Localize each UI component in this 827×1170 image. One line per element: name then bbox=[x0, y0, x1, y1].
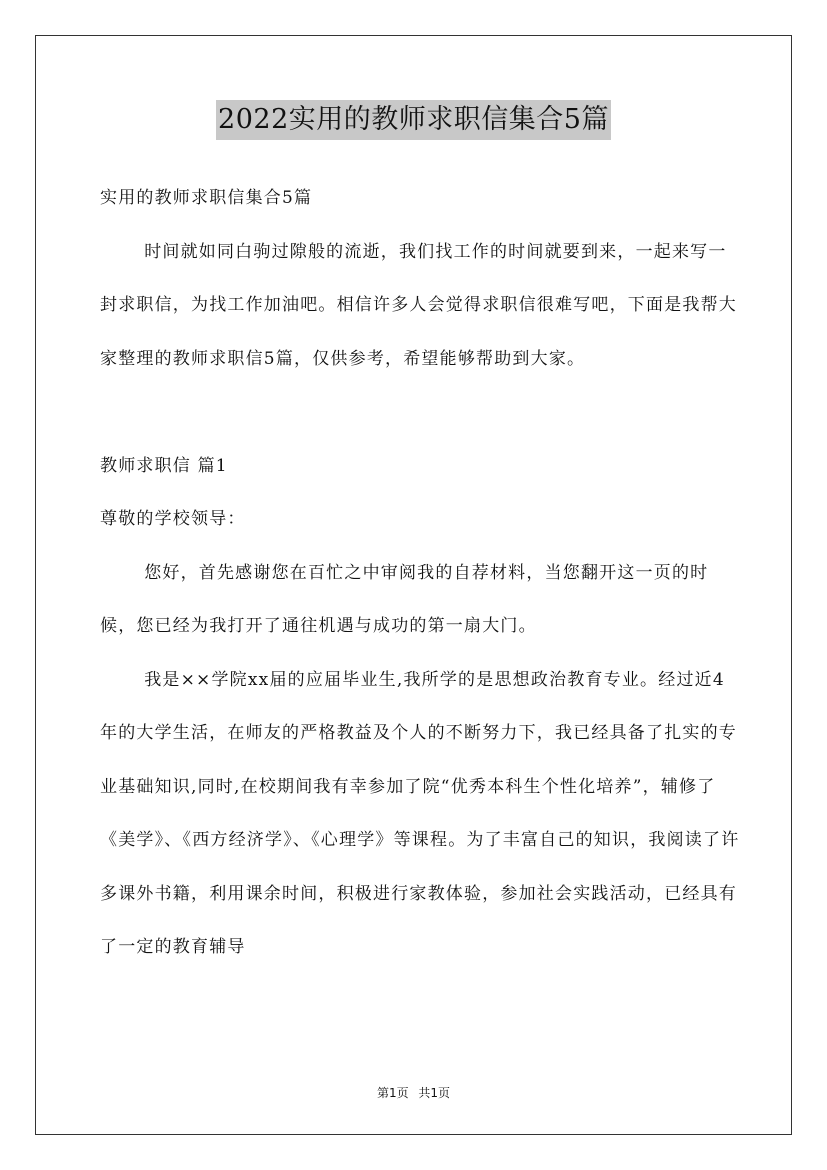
page-total: 共1页 bbox=[418, 1086, 451, 1100]
title-container bbox=[0, 100, 827, 140]
intro-paragraph: 时间就如同白驹过隙般的流逝，我们找工作的时间就要到来，一起来写一封求职信，为找工作加油吧。相信许多人会觉得求职信很难写吧，下面是我帮大家整理的教师求职信5篇，仅供参考，希望能够帮助到大家。 bbox=[100, 241, 737, 369]
section-spacer bbox=[100, 386, 740, 440]
page-number: 第1页 bbox=[376, 1086, 409, 1100]
page-footer bbox=[0, 1084, 827, 1101]
document-body bbox=[100, 172, 740, 975]
document-subtitle: 实用的教师求职信集合5篇 bbox=[100, 188, 313, 208]
document-title: 2022实用的教师求职信集合5篇 bbox=[216, 100, 611, 140]
salutation: 尊敬的学校领导： bbox=[100, 509, 246, 529]
body-paragraph: 您好，首先感谢您在百忙之中审阅我的自荐材料，当您翻开这一页的时候，您已经为我打开了通往机遇与成功的第一扇大门。 bbox=[100, 562, 709, 636]
section-heading: 教师求职信 篇1 bbox=[100, 455, 228, 476]
body-paragraph: 我是××学院xx届的应届毕业生,我所学的是思想政治教育专业。经过近4年的大学生活，在师友的严格教益及个人的不断努力下，我已经具备了扎实的专业基础知识,同时,在校期间我有幸参加了院“优秀本科生个性化培养”，辅修了《美学》、《西方经济学》、《心理学》等课程。为了丰富自己的知识，我阅读了许多课外书籍，利用课余时间，积极进行家教体验，参加社会实践活动，已经具有了一定的教育辅导 bbox=[100, 669, 740, 957]
